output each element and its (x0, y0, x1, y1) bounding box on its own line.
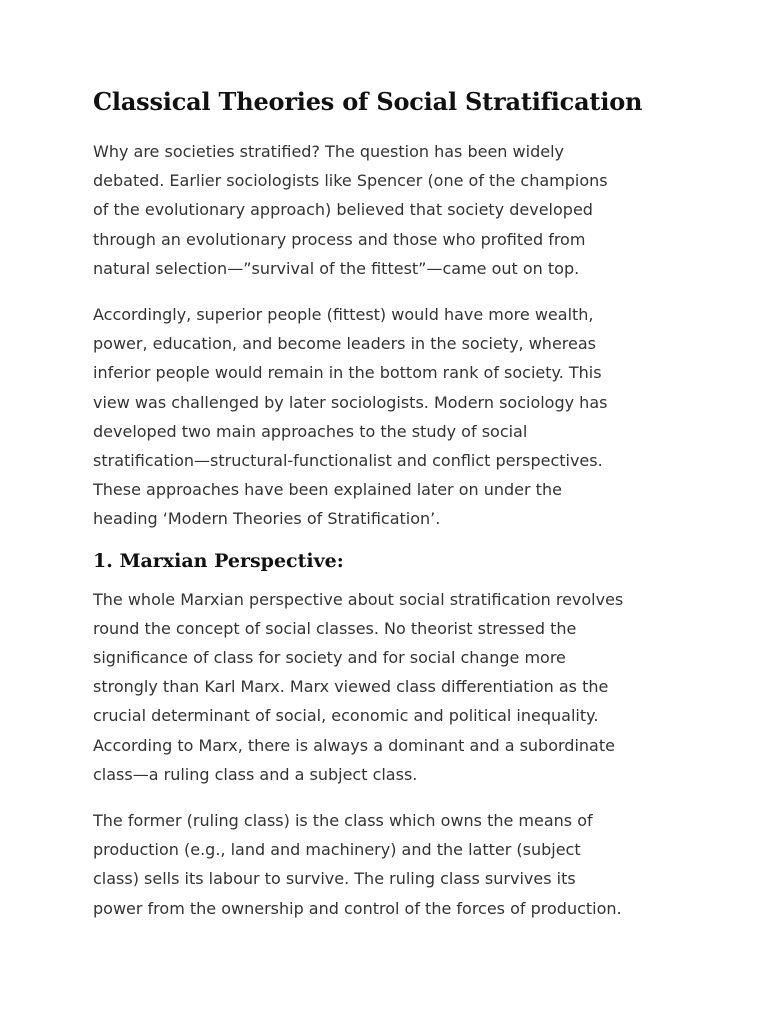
paragraph-line: class—a ruling class and a subject class. (93, 764, 418, 784)
paragraph-line: The whole Marxian perspective about social stratification revolves (93, 589, 624, 609)
paragraph-intro (93, 137, 693, 283)
paragraph-line: These approaches have been explained later on under the (93, 480, 562, 500)
paragraph-line: of the evolutionary approach) believed that society developed (93, 200, 593, 220)
paragraph-line: power from the ownership and control of the forces of production. (93, 898, 622, 918)
paragraph-line: developed two main approaches to the study of social (93, 421, 528, 441)
paragraph-line: round the concept of social classes. No theorist stressed the (93, 618, 577, 638)
paragraph-accordingly (93, 300, 693, 534)
section-heading: 1. Marxian Perspective: (93, 549, 344, 572)
document-page (93, 84, 693, 923)
paragraph-line: power, education, and become leaders in the society, whereas (93, 334, 596, 354)
paragraph-line: class) sells its labour to survive. The ruling class survives its (93, 869, 576, 889)
paragraph-line: significance of class for society and for social change more (93, 648, 566, 668)
paragraph-line: Accordingly, superior people (fittest) would have more wealth, (93, 305, 594, 325)
paragraph-line: natural selection—”survival of the fittest”—came out on top. (93, 258, 580, 278)
paragraph-line: crucial determinant of social, economic and political inequality. (93, 706, 599, 726)
paragraph-line: view was challenged by later sociologists. Modern sociology has (93, 392, 608, 412)
paragraph-line: The former (ruling class) is the class which owns the means of (93, 811, 593, 831)
paragraph-line: Why are societies stratified? The question has been widely (93, 142, 564, 161)
paragraph-line: debated. Earlier sociologists like Spencer (one of the champions (93, 171, 608, 191)
paragraph-line: production (e.g., land and machinery) and the latter (subject (93, 840, 581, 860)
paragraph-ruling-class (93, 806, 693, 923)
paragraph-line: inferior people would remain in the bottom rank of society. This (93, 363, 602, 383)
paragraph-line: heading ‘Modern Theories of Stratification’. (93, 509, 441, 529)
paragraph-line: through an evolutionary process and those who profited from (93, 229, 586, 249)
paragraph-marxian (93, 585, 693, 789)
paragraph-line: strongly than Karl Marx. Marx viewed class differentiation as the (93, 677, 609, 697)
page-title: Classical Theories of Social Stratification (93, 87, 643, 116)
paragraph-line: According to Marx, there is always a dominant and a subordinate (93, 735, 615, 755)
paragraph-line: stratification—structural-functionalist and conflict perspectives. (93, 451, 603, 471)
